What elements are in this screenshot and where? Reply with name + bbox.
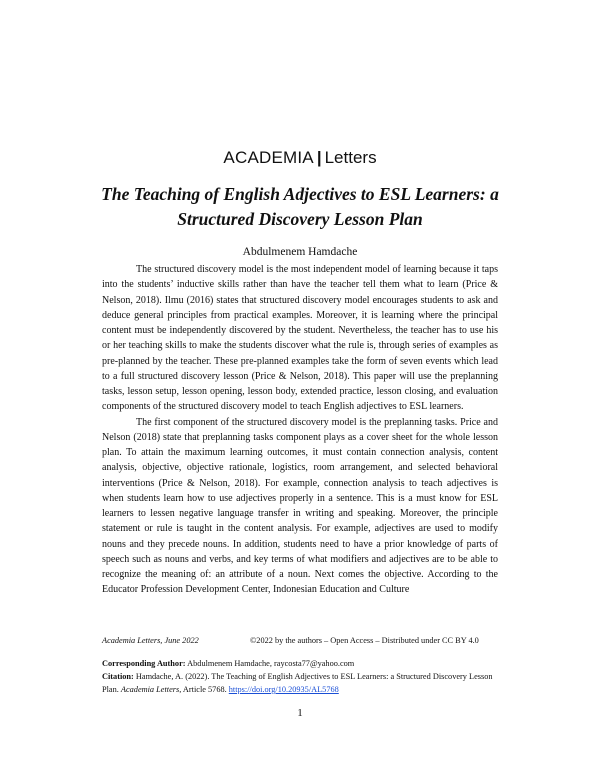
academia-brand: ACADEMIA xyxy=(223,148,314,167)
citation-text: Hamdache, A. (2022). The Teaching of English Adjectives to ESL Learners: a Structured Discovery Lesson Plan. xyxy=(102,672,493,694)
citation-journal: Academia Letters xyxy=(120,685,180,694)
paper-author: Abdulmenem Hamdache xyxy=(242,246,358,258)
page-footer xyxy=(102,634,498,696)
citation-doi-link[interactable]: https://doi.org/10.20935/AL5768 xyxy=(228,685,339,694)
footer-citation xyxy=(102,670,498,696)
letters-section: Letters xyxy=(324,148,377,167)
page-number: 1 xyxy=(297,707,303,719)
footer-journal-date: Academia Letters, June 2022 xyxy=(102,636,199,645)
footer-journal-row xyxy=(102,634,498,647)
corresponding-author-value: Abdulmenem Hamdache, raycosta77@yahoo.com xyxy=(187,659,355,668)
paper-title-line-1: The Teaching of English Adjectives to ESL Learners: a xyxy=(101,184,499,204)
paper-title-line-2: Structured Discovery Lesson Plan xyxy=(177,209,423,229)
footer-license: ©2022 by the authors – Open Access – Distributed under CC BY 4.0 xyxy=(250,636,479,645)
corresponding-author-label: Corresponding Author: xyxy=(102,659,186,668)
body-paragraph-1: The structured discovery model is the most independent model of learning because it taps into the students’ inductive skills rather than have the teacher tell them what to learn (Price & Nelson, 2018). Ilmu (2016) states that structured discovery model encourages students to ask and deduce general principles from practical examples. Moreover, it is learning where the principal content must be independently discovered by the student. Nevertheless, the teacher has to use his or her teaching skills to make the students discover what the rule is, through series of examples as pre-planned by the teacher. These pre-planned examples take the form of seven events which lead to a full structured discovery lesson (Price & Nelson, 2018). This paper will use the preplanning tasks, lesson setup, lesson opening, lesson body, extended practice, lesson closing, and evaluation components of the structured discovery model to teach English adjectives to ESL learners. xyxy=(102,264,498,413)
footer-corresponding-author xyxy=(102,657,498,670)
paper-body xyxy=(102,262,498,598)
body-paragraph-2: The first component of the structured discovery model is the preplanning tasks. Price and Nelson (2018) state that preplanning tasks component plays as a cover sheet for the whole lesson plan. To attain the maximum learning outcomes, it must contain connection analysis, content analysis, objective, objective rationale, logistics, room arrangement, and selected behavioral interventions (Price & Nelson, 2018). For example, connection analysis to teach adjectives is when students learn how to use adjectives properly in a sentence. This is a must know for ESL learners to lessen negative language transfer in writing and speaking. Moreover, the principle statement or rule is taught in the content analysis. For example, adjectives are used to modify nouns and they precede nouns. In addition, students need to have a prior knowledge of parts of speech such as nouns and verbs, and key terms of what modifiers and adjectives are to be able to recognize the meaning of: an attribute of a noun. Next comes the objective. According to the Educator Profession Development Center, Indonesian Education and Culture xyxy=(102,416,498,596)
citation-label: Citation: xyxy=(102,672,134,681)
paper-title xyxy=(60,182,540,232)
citation-article: , Article 5768. xyxy=(179,685,227,694)
header-separator: | xyxy=(316,148,322,167)
academia-letters-header xyxy=(0,148,600,168)
